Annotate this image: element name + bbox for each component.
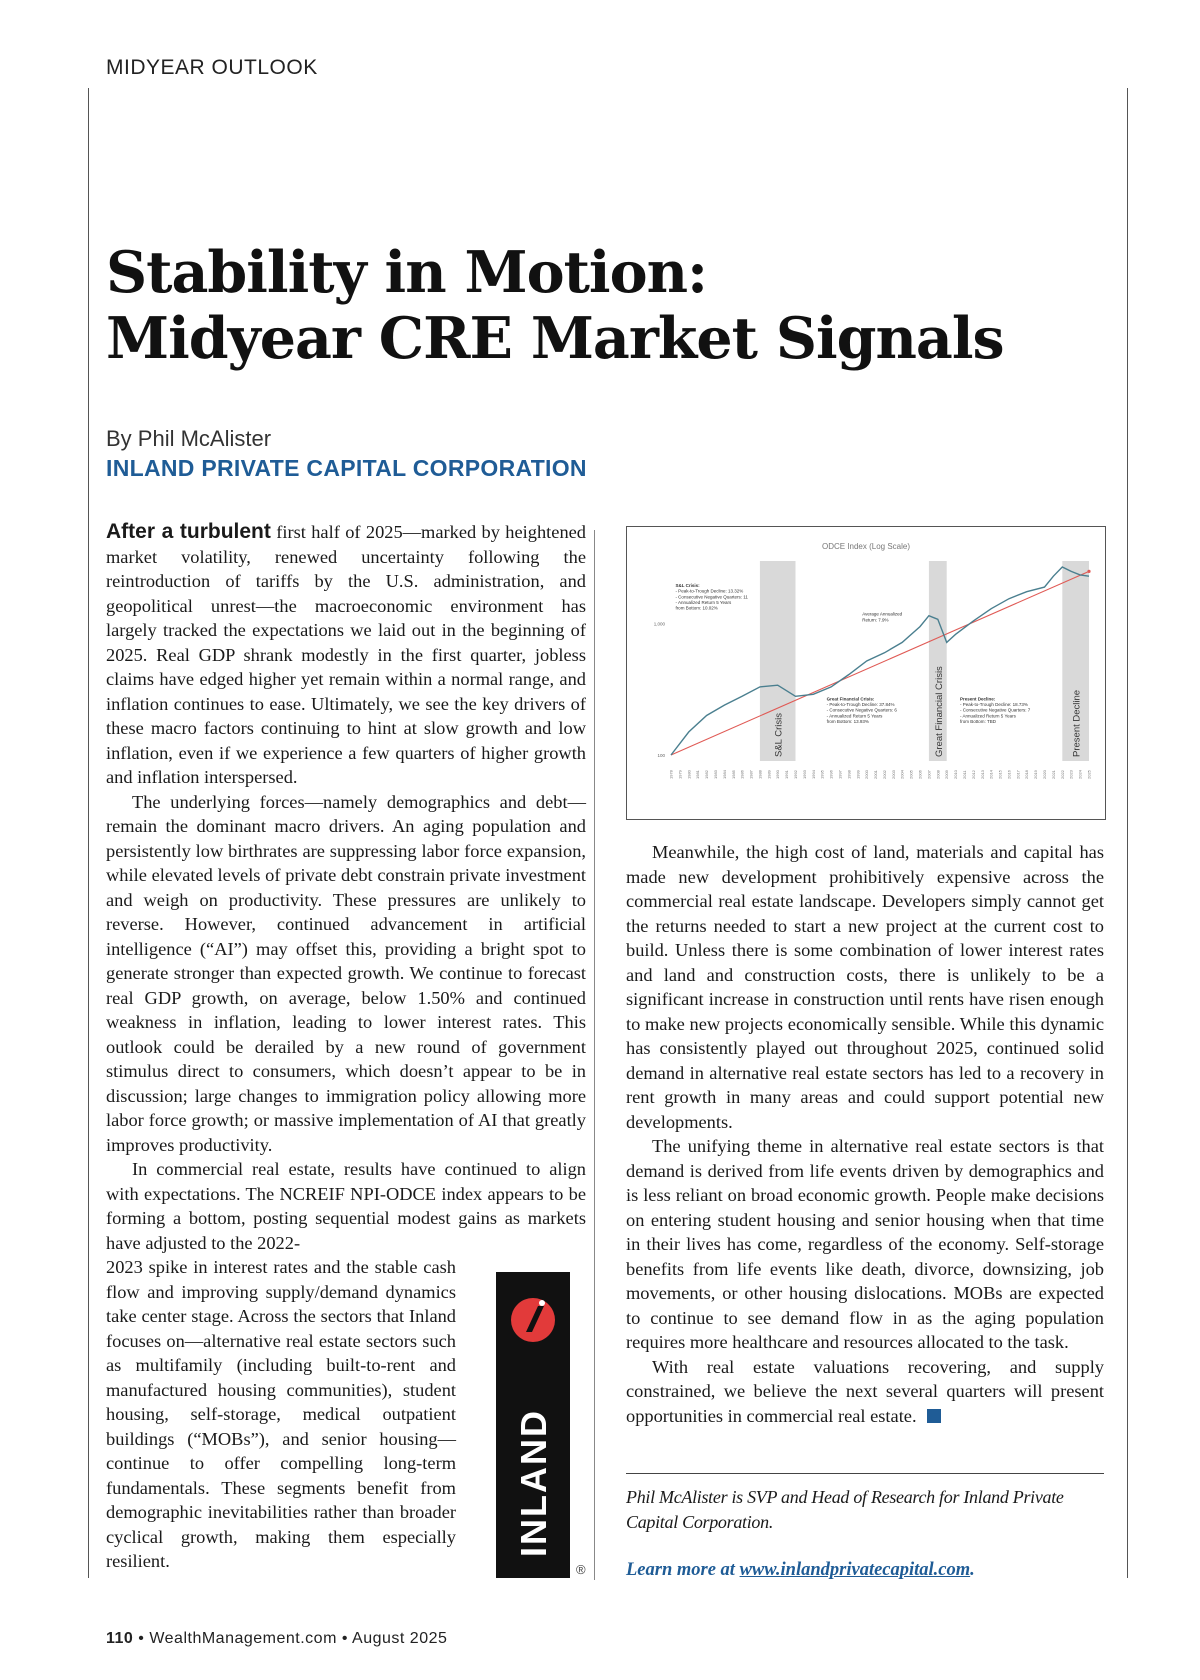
- learn-more: [626, 1560, 1104, 1581]
- annotation-gfc-line-1: - Peak-to-Trough Decline: 37.84%: [826, 702, 895, 708]
- x-tick-label-37: 2015: [997, 770, 1003, 779]
- x-tick-label-36: 2014: [988, 770, 994, 779]
- annotation-avg-line-0: Average Annualized: [862, 611, 903, 617]
- column-divider: [594, 530, 595, 1580]
- x-tick-label-41: 2019: [1033, 770, 1039, 779]
- y-tick-label-1: 1,000: [653, 621, 665, 627]
- x-tick-label-43: 2021: [1050, 770, 1056, 779]
- learn-more-suffix: .: [970, 1560, 975, 1580]
- x-tick-label-46: 2024: [1077, 770, 1083, 779]
- y-tick-label-0: 100: [657, 752, 665, 758]
- x-tick-label-2: 1980: [686, 770, 692, 779]
- x-tick-label-45: 2023: [1068, 770, 1074, 779]
- x-tick-label-7: 1985: [730, 770, 736, 779]
- footer-sep-1: •: [138, 1630, 145, 1647]
- x-tick-label-1: 1979: [677, 770, 683, 779]
- x-tick-label-4: 1982: [704, 770, 710, 779]
- paragraph-4: Meanwhile, the high cost of land, materials and capital has made new development prohibitively expensive across the commercial real estate landscape. Developers simply cannot get the returns needed to start a new project at the current cost to build. Unless there is some combination of lower interest rates and land and construction costs, there is unlikely to be a significant increase in construction until rents have risen enough to make new projects economically sensible. While this dynamic has consistently played out throughout 2025, continued solid demand in alternative real estate sectors has led to a recovery in rent growth in many areas and could support potential new developments.: [626, 842, 1104, 1132]
- paragraph-1: [106, 520, 586, 790]
- x-tick-label-13: 1991: [784, 770, 790, 779]
- shaded-period-label-1: Great Financial Crisis: [933, 666, 945, 757]
- issue-date: August 2025: [352, 1630, 448, 1647]
- paragraph-6: [626, 1355, 1104, 1429]
- odce-chart: [626, 526, 1106, 820]
- x-tick-label-28: 2006: [917, 770, 923, 779]
- annotation-sl-line-0: S&L Crisis:: [675, 583, 700, 589]
- x-tick-label-12: 1990: [775, 770, 781, 779]
- x-tick-label-44: 2022: [1059, 770, 1065, 779]
- x-tick-label-21: 1999: [855, 770, 861, 779]
- byline: By Phil McAlister: [106, 426, 272, 451]
- x-tick-label-34: 2012: [970, 770, 976, 779]
- shaded-period-label-2: Present Decline: [1071, 689, 1083, 757]
- publication-name: WealthManagement.com: [149, 1630, 337, 1647]
- x-tick-label-42: 2020: [1042, 770, 1048, 779]
- annotation-sl-line-1: - Peak-to-Trough Decline: 13.32%: [675, 588, 744, 594]
- odce-chart-svg: [627, 527, 1105, 819]
- x-tick-label-32: 2010: [953, 770, 959, 779]
- annotation-avg-line-1: Return: 7.9%: [862, 617, 889, 623]
- x-tick-label-3: 1981: [695, 770, 701, 779]
- annotation-pd-line-0: Present Decline:: [960, 696, 996, 702]
- registered-mark: ®: [576, 1562, 586, 1577]
- x-tick-label-11: 1989: [766, 770, 772, 779]
- right-margin-rule: [1127, 88, 1128, 1578]
- inland-logo-mark: [496, 1272, 570, 1578]
- x-tick-label-0: 1978: [668, 770, 674, 779]
- author-bio: Phil McAlister is SVP and Head of Research for Inland Private Capital Corporation.: [626, 1487, 1064, 1532]
- website-link[interactable]: www.inlandprivatecapital.com: [739, 1560, 971, 1580]
- x-tick-label-40: 2018: [1024, 770, 1030, 779]
- page-footer: [106, 1630, 447, 1648]
- paragraph-5: The unifying theme in alternative real estate sectors is that demand is derived from life events driven by demographics and is less reliant on broad economic growth. People make decisions on entering student housing and senior housing when that time in their lives has come, regardless of the economy. Self-storage benefits from life events like death, divorce, downsizing, job movements, or other housing dislocations. MOBs are expected to continue to see demand flow in as the aging population requires more healthcare and resources allocated to the task.: [626, 1136, 1104, 1352]
- x-tick-label-15: 1993: [801, 770, 807, 779]
- x-tick-label-29: 2007: [926, 770, 932, 779]
- x-tick-label-27: 2005: [908, 770, 914, 779]
- x-tick-label-26: 2004: [899, 770, 905, 779]
- x-tick-label-19: 1997: [837, 770, 843, 779]
- learn-more-prefix: Learn more at: [626, 1560, 740, 1580]
- x-tick-label-18: 1996: [828, 770, 834, 779]
- x-tick-label-23: 2001: [873, 770, 879, 779]
- right-column: [626, 840, 1104, 1428]
- shaded-period-label-0: S&L Crisis: [773, 713, 785, 757]
- annotation-sl: [675, 583, 748, 610]
- annotation-pd-line-1: - Peak-to-Trough Decline: 18.73%: [960, 702, 1028, 708]
- x-tick-label-17: 1995: [819, 770, 825, 779]
- x-tick-label-25: 2003: [890, 770, 896, 779]
- x-tick-label-8: 1986: [739, 770, 745, 779]
- chart-title: ODCE Index (Log Scale): [821, 542, 911, 551]
- trend-end-point: [1087, 570, 1090, 573]
- annotation-sl-line-2: - Consecutive Negative Quarters: 11: [675, 594, 748, 600]
- title-line-1: Stability in Motion:: [106, 239, 708, 306]
- x-tick-label-9: 1987: [748, 770, 754, 779]
- x-tick-label-39: 2017: [1015, 770, 1021, 779]
- x-tick-label-20: 1998: [846, 770, 852, 779]
- title-line-2: Midyear CRE Market Signals: [106, 305, 1004, 372]
- inland-logo: [496, 1272, 570, 1578]
- end-of-article-mark: [927, 1409, 941, 1423]
- annotation-gfc: [827, 696, 898, 723]
- annotation-pd-line-3: - Annualized Return 5 Years: [960, 713, 1016, 719]
- x-tick-label-30: 2008: [935, 770, 941, 779]
- paragraph-3b: 2023 spike in interest rates and the stable cash flow and improving supply/demand dynamics take center stage. Across the sectors that Inland focuses on—alternative real estate sectors such as multifamily (including built-to-rent and manufactured housing communities), student housing, self-storage, medical outpatient buildings (“MOBs”), and senior housing—continue to offer compelling long-term fundamentals. These segments benefit from demographic inevitabilities rather than broader cyclical growth, making them especially resilient.: [106, 1257, 456, 1571]
- annotation-sl-line-3: - Annualized Return 5 Years: [675, 599, 732, 605]
- footer-sep-2: •: [341, 1630, 348, 1647]
- x-tick-label-35: 2013: [979, 770, 985, 779]
- x-tick-label-5: 1983: [712, 770, 718, 779]
- x-tick-label-14: 1992: [793, 770, 799, 779]
- page-number: 110: [106, 1630, 134, 1647]
- lead-in: After a turbulent: [106, 520, 271, 543]
- x-tick-label-6: 1984: [721, 770, 727, 779]
- paragraph-6-text: With real estate valuations recovering, and supply constrained, we believe the next several quarters will present opportunities in commercial real estate.: [626, 1356, 1104, 1426]
- x-tick-label-16: 1994: [810, 770, 816, 779]
- bio-divider: [626, 1473, 1104, 1474]
- paragraph-1-text: first half of 2025—marked by heightened market volatility, renewed uncertainty following the reintroduction of tariffs by the U.S. administration, and geopolitical unrest—the macroeconomic environment has largely tracked the expectations we laid out in the beginning of 2025. Real GDP shrank modestly in the first quarter, jobless claims have edged higher yet remain within a normal range, and inflation continues to ease. Ultimately, we see the key drivers of these macro factors continuing to hint at slow growth and low inflation, even if we experience a few quarters of higher growth and inflation interspersed.: [106, 522, 586, 787]
- annotation-gfc-line-2: - Consecutive Negative Quarters: 6: [826, 707, 897, 713]
- x-tick-label-47: 2025: [1086, 770, 1092, 779]
- article-title: [106, 240, 1106, 372]
- annotation-gfc-line-0: Great Financial Crisis:: [826, 696, 875, 702]
- logo-dot: [539, 1300, 545, 1306]
- x-tick-label-22: 2000: [864, 770, 870, 779]
- x-tick-label-31: 2009: [944, 770, 950, 779]
- author-company: INLAND PRIVATE CAPITAL CORPORATION: [106, 455, 587, 481]
- section-label: MIDYEAR OUTLOOK: [106, 56, 318, 79]
- annotation-pd: [960, 696, 1031, 723]
- paragraph-3a: In commercial real estate, results have continued to align with expectations. The NCREIF NPI-ODCE index appears to be forming a bottom, posting sequential modest gains as markets have adjusted to the 2022-: [106, 1159, 586, 1253]
- x-tick-label-24: 2002: [881, 770, 887, 779]
- logo-wordmark: INLAND: [513, 1409, 554, 1557]
- annotation-sl-line-4: from Bottom: 10.02%: [675, 605, 718, 611]
- left-margin-rule: [88, 88, 89, 1578]
- paragraph-2: The underlying forces—namely demographics and debt—remain the dominant macro drivers. An aging population and persistently low birthrates are suppressing labor force expansion, while elevated levels of private debt constrain private investment and weigh on productivity. These pressures are unlikely to reverse. However, continued advancement in artificial intelligence (“AI”) may offset this, providing a bright spot to generate stronger than expected growth. We continue to forecast real GDP growth, on average, below 1.50% and continued weakness in inflation, leading to lower interest rates. This outlook could be derailed by a new round of government stimulus direct to consumers, which doesn’t appear to be in discussion; large changes to immigration policy allowing more labor force growth; or massive implementation of AI that greatly improves productivity.: [106, 791, 586, 1155]
- x-tick-label-10: 1988: [757, 770, 763, 779]
- annotation-pd-line-2: - Consecutive Negative Quarters: 7: [960, 707, 1031, 713]
- x-tick-label-38: 2016: [1006, 770, 1012, 779]
- x-tick-label-33: 2011: [961, 770, 967, 779]
- annotation-avg: [862, 612, 902, 623]
- annotation-gfc-line-4: from Bottom: 13.93%: [826, 718, 869, 724]
- annotation-gfc-line-3: - Annualized Return 5 Years: [826, 713, 883, 719]
- annotation-pd-line-4: from Bottom: TBD: [960, 718, 996, 724]
